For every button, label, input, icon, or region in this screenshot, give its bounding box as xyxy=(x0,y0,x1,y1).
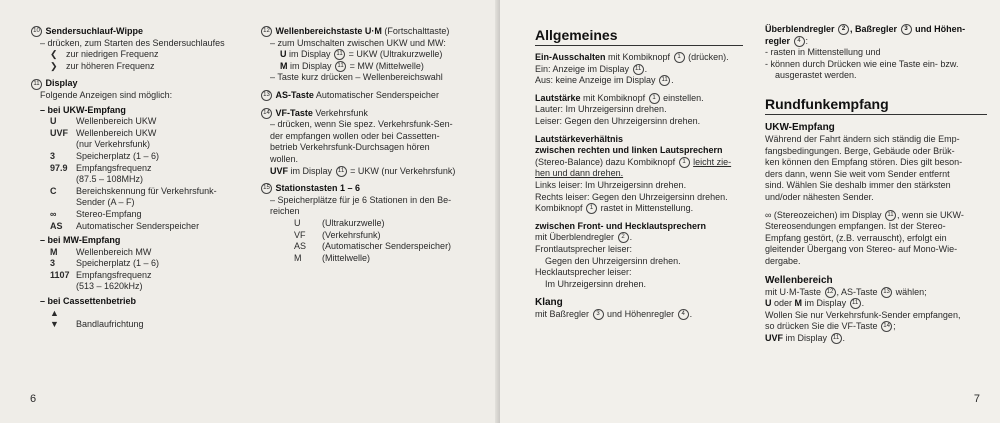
chevron-right-icon: ❯ xyxy=(50,60,58,71)
page-number-left: 6 xyxy=(30,393,37,405)
text-line: ∞ (Stereozeichen) im Display xyxy=(765,209,882,220)
display-desc: Wellenbereich UKW xyxy=(76,116,157,127)
display-desc: (513 – 1620kHz) xyxy=(76,281,143,292)
arrow-up-icon: ▲ xyxy=(50,307,59,318)
display-desc: Speicherplatz (1 – 6) xyxy=(76,258,160,269)
stereo-icon: ∞ xyxy=(50,208,57,219)
text-line: Verkehrsfunk xyxy=(315,107,368,118)
radio-heading: Rundfunkempfang xyxy=(765,96,987,115)
text-line: ausgerastet werden. xyxy=(775,70,857,81)
display-desc: Bandlaufrichtung xyxy=(76,318,144,329)
text-line: und Höhen- xyxy=(915,24,966,34)
text-line: - rasten in Mittenstellung und xyxy=(765,47,881,58)
general-section: Allgemeines Ein-Ausschalten mit Kombiknopf 1 (drücken). Ein: Anzeige im Display 11 . Aus: keine Anzeige im Display 11 . Lautstärke mit Kombiknopf 1 einstellen. Lauter: Im Uhrzeigersinn drehen. Leiser: Gegen den Uhrzeigersinn drehen. Lautstärkeverhältnis zwischen rechten und linken Lautsprechern (Stereo-Balance) dazu Kombiknopf 1 leicht zie- hen und dann drehen. Links leiser: Im Uhrzeigersinn drehen. Rechts leiser: Gegen den Uhrzeigersinn drehen. Kombiknopf 1 rastet in Mittenstellung. zwischen Front- und Hecklautsprechern mit Überblendregler 2 . Frontlautsprecher leiser: Gegen den Uhrzeigersinn drehen. Hecklautsprecher leiser: Im Uhrzeigersinn drehen. Klang mit Baßregler 3 und Höhenregler 4 . xyxy=(535,24,743,321)
search-rocker-title: Sendersuchlauf-Wippe xyxy=(45,26,143,36)
text-line: reichen xyxy=(270,206,300,217)
marker-11: 11 xyxy=(336,166,347,177)
display-code: 3 xyxy=(50,150,56,161)
text-line: so drücken Sie die VF-Taste xyxy=(765,321,878,332)
marker-11: 11 xyxy=(633,64,644,75)
marker-11: 11 xyxy=(831,333,842,344)
display-code: UVF xyxy=(765,332,783,343)
display-section xyxy=(30,26,252,331)
text-line: sind. Wählen Sie deshalb immer den stärksten xyxy=(765,180,951,191)
text-line: = MW (Mittelwelle) xyxy=(349,60,424,71)
text-line: Empfang gestört, (z.B. verrauscht), erfolgt ein xyxy=(765,232,947,243)
marker-10: 10 xyxy=(31,26,42,37)
text-line: und Höhenregler xyxy=(607,309,675,320)
text-line: hen und dann drehen. xyxy=(535,168,624,179)
balance-subtitle: zwischen rechten und linken Lautsprechern xyxy=(535,145,723,156)
marker-12: 12 xyxy=(261,26,272,37)
display-code: U xyxy=(280,49,287,60)
text-line: leicht zie- xyxy=(693,156,732,167)
text-line: betrieb Verkehrsfunk-Durchsagen hören xyxy=(270,142,430,153)
marker-13: 13 xyxy=(261,90,272,101)
display-code: M xyxy=(280,60,288,71)
marker-1: 1 xyxy=(674,52,685,63)
display-code: U xyxy=(50,116,57,127)
marker-1: 1 xyxy=(649,93,660,104)
display-desc: Empfangsfrequenz xyxy=(76,269,152,280)
text-line: , wenn sie UKW- xyxy=(896,209,964,220)
display-desc: (nur Verkehrsfunk) xyxy=(76,139,151,150)
text-line: zur niedrigen Frequenz xyxy=(66,49,159,60)
buttons-section xyxy=(260,26,488,264)
text-line: Ein: Anzeige im Display xyxy=(535,63,630,74)
text-line: (drücken). xyxy=(688,52,729,62)
text-line: Wollen Sie nur Verkehrsfunk-Sender empfangen, xyxy=(765,309,961,320)
text-line: der empfangen wollen oder bei Cassetten- xyxy=(270,130,440,141)
band-code: M xyxy=(294,252,302,263)
text-line: ken können den Empfang stören. Dies gilt beson- xyxy=(765,157,963,168)
text-line: im Display xyxy=(785,332,828,343)
band-title: Wellenbereich xyxy=(765,274,833,286)
text-line: Leiser: Gegen den Uhrzeigersinn drehen. xyxy=(535,115,701,126)
page-number-right: 7 xyxy=(973,393,980,405)
band-code: VF xyxy=(294,229,306,240)
display-desc: Stereo-Empfang xyxy=(76,208,142,219)
text-line: dergabe. xyxy=(765,255,801,266)
radio-section: Überblendregler 2 , Baßregler 3 und Höhen- regler 4 : - rasten in Mittenstellung und - können durch Drücken wie eine Taste ein- bzw. ausgerastet werden. Rundfunkempfang UKW-Empfang Während der Fahrt ändern sich ständig die Emp- fangsbedingungen. Berge, Gebäude oder Brük- ken können den Empfang stören. Dies gilt beson- ders dann, wenn Sie weit vom Sender entfernt sind. Wählen Sie deshalb immer den stärksten und/oder nähesten Sender. ∞ (Stereozeichen) im Display 11 , wenn sie UKW- Stereosendungen empfangen. Ist der Stereo- Empfang gestört, (z.B. verrauscht), erfolgt ein gleitender Übergang von Stereo- auf Mono-Wie- dergabe. Wellenbereich mit U·M-Taste 12 , AS-Taste 13 wählen; U oder M im Display 11 . Wollen Sie nur Verkehrsfunk-Sender empfangen, so drücken Sie die VF-Taste 14 ; UVF im Display 11 . xyxy=(765,24,987,344)
marker-4: 4 xyxy=(678,309,689,320)
band-desc: (Automatischer Senderspeicher) xyxy=(322,241,452,252)
text-line: fangsbedingungen. Berge, Gebäude oder Brük- xyxy=(765,145,955,156)
arrow-down-icon: ▼ xyxy=(50,319,59,330)
text-line: Gegen den Uhrzeigersinn drehen. xyxy=(545,255,681,266)
text-line: Lauter: Im Uhrzeigersinn drehen. xyxy=(535,104,667,115)
text-line: zur höheren Frequenz xyxy=(66,60,155,71)
text-line: , AS-Taste xyxy=(836,286,878,297)
marker-2: 2 xyxy=(618,232,629,243)
marker-3: 3 xyxy=(901,24,912,35)
marker-4: 4 xyxy=(794,36,805,47)
marker-11: 11 xyxy=(334,49,345,60)
ratio-title: Lautstärkeverhältnis xyxy=(535,133,624,144)
tone-title: Klang xyxy=(535,297,563,309)
text-line: Kombiknopf xyxy=(535,203,583,214)
display-desc: (87.5 – 108MHz) xyxy=(76,174,144,185)
display-desc: Bereichskennung für Verkehrsfunk- xyxy=(76,185,217,196)
text-line: Links leiser: Im Uhrzeigersinn drehen. xyxy=(535,179,687,190)
text-line: Überblendregler xyxy=(765,24,835,34)
display-code: 3 xyxy=(50,258,56,269)
display-desc: Wellenbereich UKW xyxy=(76,127,157,138)
right-page xyxy=(500,0,1000,423)
text-line: mit Überblendregler xyxy=(535,232,615,243)
text-line: rastet in Mittenstellung. xyxy=(600,203,694,214)
volume-title: Lautstärke xyxy=(535,92,581,103)
text-line: wollen. xyxy=(270,153,299,164)
text-line: – Taste kurz drücken – Wellenbereichswahl xyxy=(270,72,443,83)
text-line: mit Baßregler xyxy=(535,309,590,320)
display-code: UVF xyxy=(270,165,288,176)
band-desc: (Verkehrsfunk) xyxy=(322,229,381,240)
chevron-left-icon: ❮ xyxy=(50,49,58,60)
text-line: = UKW (nur Verkehrsfunk) xyxy=(350,165,456,176)
text-line: im Display xyxy=(289,49,331,60)
display-code: 1107 xyxy=(50,269,70,280)
power-title: Ein-Ausschalten xyxy=(535,52,606,62)
text-line: Frontlautsprecher leiser: xyxy=(535,243,633,254)
band-code: U xyxy=(294,217,301,228)
text-line: Während der Fahrt ändern sich ständig die Emp- xyxy=(765,133,960,144)
display-desc: Wellenbereich MW xyxy=(76,246,152,257)
marker-11: 11 xyxy=(659,75,670,86)
text-line: gleitender Übergang von Stereo- auf Mono-Wie- xyxy=(765,244,958,255)
text-line: einstellen. xyxy=(663,92,704,103)
text-line: mit U·M-Taste xyxy=(765,286,821,297)
text-line: und/oder nähesten Sender. xyxy=(765,191,874,202)
marker-11: 11 xyxy=(335,61,346,72)
display-desc: Empfangsfrequenz xyxy=(76,162,152,173)
display-code: M xyxy=(794,298,803,309)
text-line: , Baßregler xyxy=(850,24,898,34)
display-desc: Automatischer Senderspeicher xyxy=(76,220,200,231)
as-key-title: AS-Taste xyxy=(275,89,314,100)
text-line: Hecklautsprecher leiser: xyxy=(535,267,632,278)
band-desc: (Mittelwelle) xyxy=(322,252,371,263)
station-keys-title: Stationstasten 1 – 6 xyxy=(275,183,361,194)
text-line: Stereosendungen empfangen. Ist der Stereo- xyxy=(765,221,946,232)
marker-14: 14 xyxy=(881,321,892,332)
text-line: mit Kombiknopf xyxy=(608,52,671,62)
marker-15: 15 xyxy=(261,183,272,194)
text-line: regler xyxy=(765,35,791,46)
text-line: ders dann, wenn Sie weit vom Sender entfernt xyxy=(765,168,950,179)
display-code: C xyxy=(50,185,57,196)
display-code: U xyxy=(765,298,772,309)
text-line: – zum Umschalten zwischen UKW und MW: xyxy=(270,37,446,48)
marker-2: 2 xyxy=(838,24,849,35)
text-line: mit Kombiknopf xyxy=(583,92,646,103)
text-line: – Speicherplätze für je 6 Stationen in den Be- xyxy=(270,194,452,205)
display-code: 97.9 xyxy=(50,162,68,173)
marker-11: 11 xyxy=(850,298,861,309)
marker-11: 11 xyxy=(885,210,896,221)
display-title: Display xyxy=(45,78,78,89)
display-code: AS xyxy=(50,220,63,231)
mw-heading: – bei MW-Empfang xyxy=(40,235,121,246)
fader-subtitle: zwischen Front- und Hecklautsprechern xyxy=(535,220,707,231)
text-line: Rechts leiser: Gegen den Uhrzeigersinn drehen. xyxy=(535,191,728,202)
text-line: im Display xyxy=(290,60,332,71)
text-line: im Display xyxy=(804,298,847,309)
text-line: im Display xyxy=(290,165,333,176)
text-line: – drücken, wenn Sie spez. Verkehrsfunk-Sen- xyxy=(270,119,453,130)
text-line: wählen; xyxy=(895,286,927,297)
text-line: - können durch Drücken wie eine Taste ein- bzw. xyxy=(765,58,959,69)
marker-14: 14 xyxy=(261,108,272,119)
ukw-heading: – bei UKW-Empfang xyxy=(40,104,126,115)
band-code: AS xyxy=(294,241,307,252)
text-line: oder xyxy=(774,298,793,309)
marker-1: 1 xyxy=(679,157,690,168)
cassette-heading: – bei Cassettenbetrieb xyxy=(40,296,137,307)
text-line: Aus: keine Anzeige im Display xyxy=(535,75,656,86)
marker-1: 1 xyxy=(586,203,597,214)
display-code: UVF xyxy=(50,127,68,138)
text-line: Folgende Anzeigen sind möglich: xyxy=(40,89,173,100)
text-line: Automatischer Senderspeicher xyxy=(315,89,439,100)
general-heading: Allgemeines xyxy=(535,27,743,46)
display-desc: Sender (A – F) xyxy=(76,197,135,208)
text-line: (Stereo-Balance) dazu Kombiknopf xyxy=(535,156,676,167)
marker-11: 11 xyxy=(31,79,42,90)
marker-12: 12 xyxy=(825,287,836,298)
marker-13: 13 xyxy=(881,287,892,298)
text-line: (Fortschalttaste) xyxy=(384,26,450,36)
marker-3: 3 xyxy=(593,309,604,320)
ukw-reception-title: UKW-Empfang xyxy=(765,121,835,133)
band-key-title: Wellenbereichstaste U·M xyxy=(275,26,382,36)
band-desc: (Ultrakurzwelle) xyxy=(322,217,385,228)
text-line: – drücken, zum Starten des Sendersuchlaufes xyxy=(40,37,225,48)
display-code: M xyxy=(50,246,58,257)
display-desc: Speicherplatz (1 – 6) xyxy=(76,150,160,161)
text-line: Im Uhrzeigersinn drehen. xyxy=(545,278,647,289)
vf-key-title: VF-Taste xyxy=(275,107,313,118)
text-line: = UKW (Ultrakurzwelle) xyxy=(348,49,443,60)
